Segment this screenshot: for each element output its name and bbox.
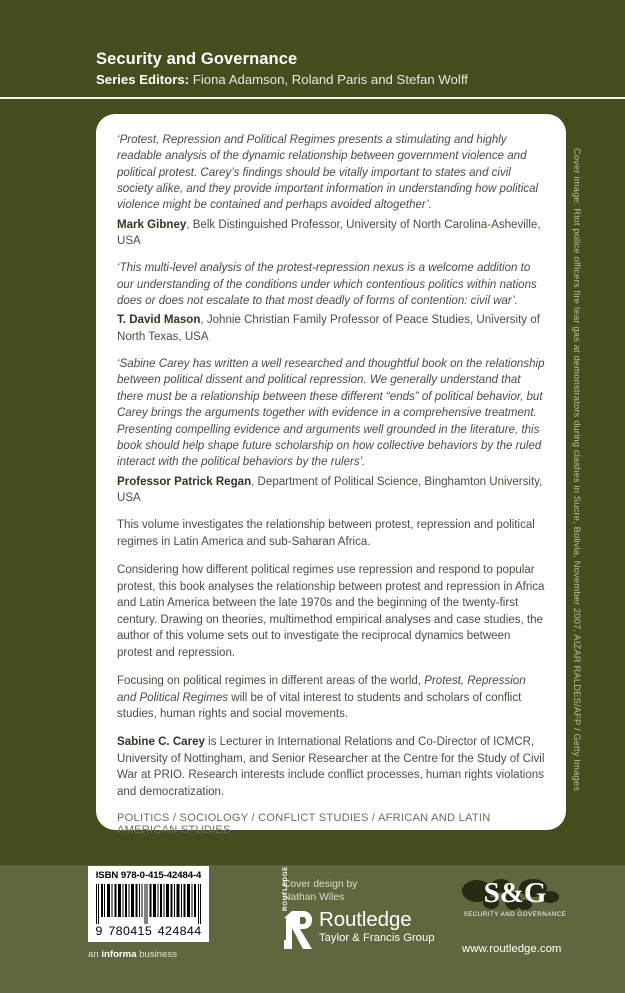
subject-categories: POLITICS / SOCIOLOGY / CONFLICT STUDIES / AFRICAN AND LATIN AMERICAN STUDIES (117, 812, 491, 837)
emblem-monogram: S&G (483, 877, 547, 909)
review-quote-2: ‘This multi-level analysis of the protest-repression nexus is a welcome addition to our understanding of the conditions under which contentious politics within nations does or does not escalate to that most deadly of forms of contention: civil war’. (117, 262, 537, 308)
cover-image-credit: Cover image: Riot police officers fire tear gas at demonstrators during clashes in Sucre, Bolivia, November 2007, AIZAR RALDES/AFP / Getty Images (572, 148, 583, 792)
review-quote-1: ‘Protest, Repression and Political Regimes presents a stimulating and highly readable analysis of the dynamic relationship between government violence and political protest. Carey’s findings should be vitally important to states and civil society alike, and they provide important information in understanding how political violence might be contained and perhaps avoided altogether’. (117, 134, 539, 212)
content-panel (96, 114, 566, 837)
reviewer-name-3: Professor Patrick Regan (117, 475, 252, 488)
review-attribution-2 (117, 312, 545, 345)
emblem-caption: SECURITY AND GOVERNANCE (463, 911, 567, 918)
reviewer-affiliation-3: , Department of Political Science, Binghamton University, USA (117, 475, 543, 504)
routledge-r-glyph (283, 909, 313, 951)
cover-footer (0, 865, 625, 993)
cover-design-credit (283, 878, 357, 905)
informa-pre: an (88, 949, 102, 960)
informa-post: business (136, 949, 178, 960)
publisher-website: www.routledge.com (462, 943, 562, 955)
informa-business-line (88, 949, 177, 960)
series-editors (96, 72, 468, 87)
isbn-barcode (88, 866, 209, 942)
description-3-post: will be of vital interest to students and scholars of conflict studies, human rights and social movements. (117, 691, 522, 721)
barcode-digits (96, 924, 202, 938)
description-paragraph-2: Considering how different political regimes use repression and respond to popular protest, this book analyses the relationship between protest and repression in Africa and Latin America between the late 1970s and the beginning of the twenty-first century. Drawing on theories, multimethod empirical analyses and case studies, the author of this volume sets out to investigate the reciprocal dynamics between protest and repression. (117, 563, 545, 659)
author-name: Sabine C. Carey (117, 736, 205, 749)
barcode-digit-group-1: 9 (95, 924, 103, 938)
reviewer-name-2: T. David Mason (117, 314, 201, 327)
description-3-pre: Focusing on political regimes in different areas of the world, (117, 674, 425, 687)
series-header (0, 0, 625, 98)
header-divider (0, 97, 625, 99)
series-editors-names: Fiona Adamson, Roland Paris and Stefan Wolff (192, 72, 468, 87)
routledge-vertical-wordmark: ROUTLEDGE (282, 866, 289, 911)
barcode-digit-group-3: 424844 (157, 924, 202, 938)
isbn-number: ISBN 978-0-415-42484-4 (95, 870, 202, 881)
barcode-bars (96, 884, 202, 924)
reviewer-affiliation-2: , Johnie Christian Family Professor of Peace Studies, University of North Texas, USA (117, 314, 540, 343)
barcode-digit-group-2: 780415 (108, 924, 153, 938)
reviewer-affiliation-1: , Belk Distinguished Professor, University of North Carolina-Asheville, USA (117, 218, 541, 248)
routledge-subtitle: Taylor & Francis Group (319, 932, 435, 944)
author-bio (117, 734, 545, 800)
review-attribution-1 (117, 217, 545, 250)
book-title-mention: Protest, Repression and Political Regimes (117, 674, 526, 704)
series-title: Security and Governance (96, 50, 298, 68)
routledge-wordmark (319, 909, 435, 945)
review-attribution-3 (117, 474, 545, 507)
author-bio-text: is Lecturer in International Relations and Co-Director of ICMCR, University of Nottingham, and Senior Researcher at the Centre for the Study of Civil War at PRIO. Research interests include conflict processes, human rights violations and democratization. (117, 736, 545, 799)
routledge-r-icon (282, 866, 313, 951)
review-quote-3: ‘Sabine Carey has written a well researched and thoughtful book on the relationship between political dissent and political repression. We generally understand that there must be a relationship between these different “ends” of political behavior, but Carey brings the arguments together with evidence in a comprehensive treatment. Presenting compelling evidence and arguments well grounded in the literature, this book should help shape future scholarship on how collective behaviors by the ruled interact with the political behaviors by the rulers’. (117, 358, 545, 469)
design-credit-line-1: Cover design by (283, 879, 358, 890)
description-paragraph-3 (117, 673, 545, 723)
description-paragraph-1: This volume investigates the relationship between protest, repression and political regimes in Latin America and sub-Saharan Africa. (117, 519, 535, 548)
design-credit-line-2: Nathan Wiles (283, 892, 345, 904)
routledge-name: Routledge (319, 908, 412, 931)
security-and-governance-emblem (455, 871, 575, 927)
series-editors-label: Series Editors: (96, 72, 190, 87)
reviewer-name-1: Mark Gibney (117, 218, 187, 231)
informa-bold: informa (101, 949, 137, 960)
